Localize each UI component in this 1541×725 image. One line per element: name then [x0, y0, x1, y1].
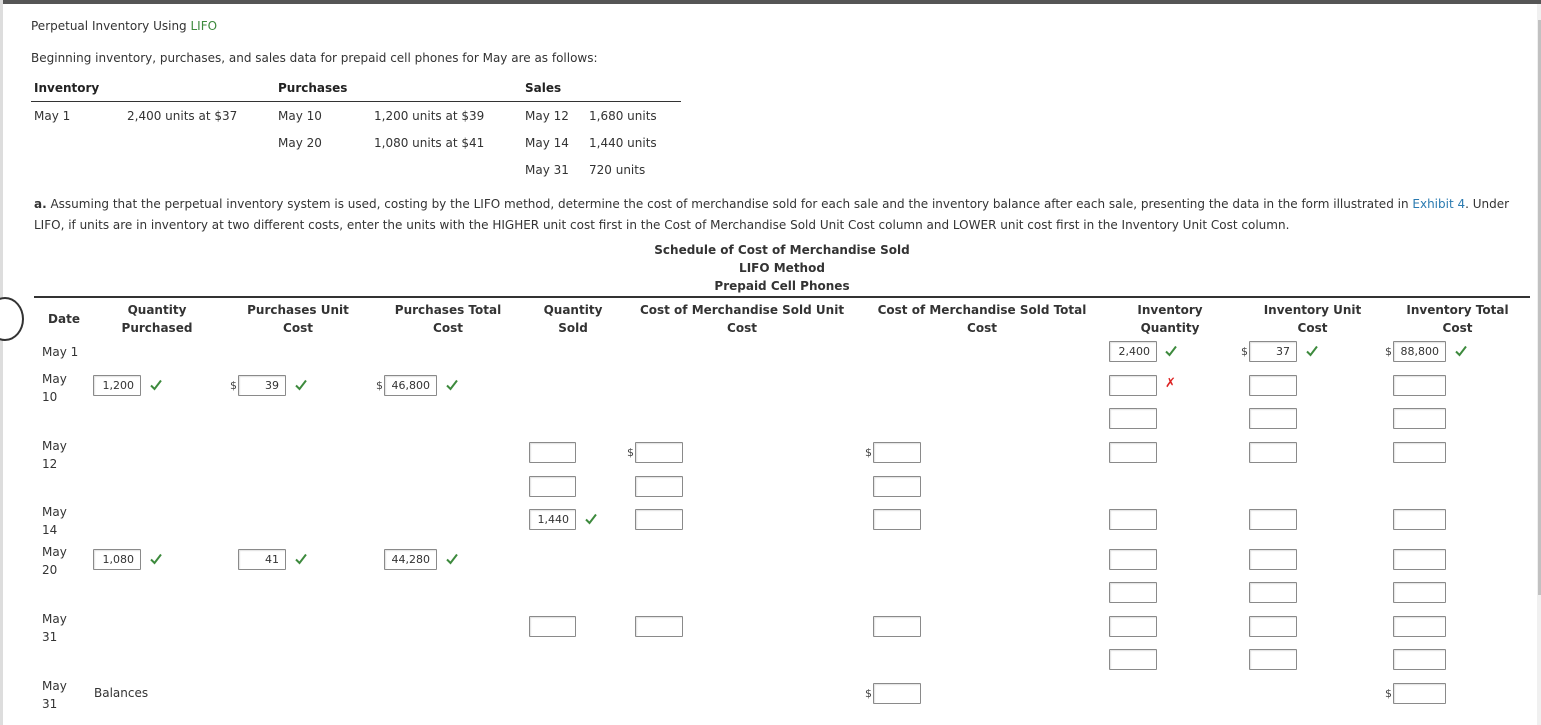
may12-inventory-total-cost-input[interactable]: [1393, 442, 1446, 463]
may10-inventory-quantity-input-1[interactable]: [1109, 375, 1157, 396]
currency-symbol: $: [627, 446, 634, 459]
purchase-date: May 20: [278, 136, 322, 150]
may1-inventory-total-cost-input[interactable]: 88,800: [1393, 341, 1446, 362]
balances-label: Balances: [94, 686, 149, 700]
may31-inventory-total-cost-input-1[interactable]: [1393, 616, 1446, 637]
may20-quantity-purchased-input[interactable]: 1,080: [93, 549, 141, 570]
may10-inventory-unit-cost-input-1[interactable]: [1249, 375, 1297, 396]
question-line-2: LIFO, if units are in inventory at two different costs, enter the units with the HIGHER unit cost first in the Cost of Merchandise Sold Unit Cost column and LOWER unit cost first in the Inventory Unit Cost column.: [34, 218, 1290, 232]
col-inv-total-cost: Inventory Total Cost: [1406, 303, 1509, 335]
may12-inventory-unit-cost-input[interactable]: [1249, 442, 1297, 463]
sales-header: Sales: [525, 81, 562, 95]
may31-inventory-total-cost-input-2[interactable]: [1393, 649, 1446, 670]
may12-quantity-sold-input-1[interactable]: [529, 442, 576, 463]
schedule-method: LIFO Method: [739, 261, 825, 275]
sale-units: 1,680 units: [589, 109, 657, 123]
may14-inventory-total-cost-input[interactable]: [1393, 509, 1446, 530]
back-button[interactable]: [0, 297, 24, 341]
top-border: [0, 0, 1541, 4]
correct-check-icon: [150, 379, 162, 391]
may20-purchases-unit-cost-input[interactable]: 41: [238, 549, 286, 570]
may14-cms-unit-cost-input[interactable]: [635, 509, 683, 530]
correct-check-icon: [446, 379, 458, 391]
may10-quantity-purchased-input[interactable]: 1,200: [93, 375, 141, 396]
may1-inventory-quantity-input[interactable]: 2,400: [1109, 341, 1157, 362]
schedule-subject: Prepaid Cell Phones: [714, 279, 850, 293]
col-cms-total-cost: Cost of Merchandise Sold Total Cost: [877, 303, 1087, 335]
may10-inventory-quantity-input-2[interactable]: [1109, 408, 1157, 429]
inventory-desc: 2,400 units at $37: [127, 109, 238, 123]
row-date-may31: May 31: [42, 612, 67, 644]
currency-symbol: $: [1385, 687, 1392, 700]
col-cms-unit-cost: Cost of Merchandise Sold Unit Cost: [639, 303, 845, 335]
sale-date: May 14: [525, 136, 569, 150]
may12-cms-total-cost-input-1[interactable]: [873, 442, 921, 463]
sale-date: May 12: [525, 109, 569, 123]
incorrect-x-icon: ✗: [1165, 376, 1176, 391]
row-date-may20: May 20: [42, 545, 67, 577]
purchase-desc: 1,080 units at $41: [374, 136, 485, 150]
may31-cms-total-cost-input[interactable]: [873, 616, 921, 637]
col-qty-purchased: Quantity Purchased: [121, 303, 193, 335]
may14-inventory-quantity-input[interactable]: [1109, 509, 1157, 530]
sale-units: 1,440 units: [589, 136, 657, 150]
header-rule: [31, 101, 681, 102]
correct-check-icon: [150, 553, 162, 565]
currency-symbol: $: [230, 379, 237, 392]
may14-quantity-sold-input[interactable]: 1,440: [529, 509, 576, 530]
exhibit-link[interactable]: Exhibit 4: [1412, 197, 1466, 211]
left-border: [0, 0, 3, 725]
may20-inventory-quantity-input-2[interactable]: [1109, 582, 1157, 603]
may10-purchases-unit-cost-input[interactable]: 39: [238, 375, 286, 396]
inventory-header: Inventory: [34, 81, 100, 95]
may20-inventory-unit-cost-input-2[interactable]: [1249, 582, 1297, 603]
title-text: Perpetual Inventory Using: [31, 19, 191, 33]
question-text: Assuming that the perpetual inventory system is used, costing by the LIFO method, determine the cost of merchandise sold for each sale and the inventory balance after each sale, presenting the data in the form illustrated in: [46, 197, 1413, 211]
may31-inventory-unit-cost-input-1[interactable]: [1249, 616, 1297, 637]
schedule-title: Schedule of Cost of Merchandise Sold: [654, 243, 910, 257]
purchase-desc: 1,200 units at $39: [374, 109, 485, 123]
row-date-may12: May 12: [42, 439, 67, 471]
may20-inventory-quantity-input-1[interactable]: [1109, 549, 1157, 570]
col-date: Date: [48, 312, 80, 326]
sale-date: May 31: [525, 163, 569, 177]
may14-cms-total-cost-input[interactable]: [873, 509, 921, 530]
col-inv-unit-cost: Inventory Unit Cost: [1263, 303, 1362, 335]
may31-inventory-unit-cost-input-2[interactable]: [1249, 649, 1297, 670]
may14-inventory-unit-cost-input[interactable]: [1249, 509, 1297, 530]
may10-purchases-total-cost-input[interactable]: 46,800: [384, 375, 437, 396]
question-text-end: . Under: [1465, 197, 1510, 211]
currency-symbol: $: [1241, 345, 1248, 358]
may12-cms-unit-cost-input-2[interactable]: [635, 476, 683, 497]
currency-symbol: $: [376, 379, 383, 392]
may20-inventory-unit-cost-input-1[interactable]: [1249, 549, 1297, 570]
may1-inventory-unit-cost-input[interactable]: 37: [1249, 341, 1297, 362]
row-date-may14: May 14: [42, 505, 67, 537]
may12-inventory-quantity-input[interactable]: [1109, 442, 1157, 463]
purchases-header: Purchases: [278, 81, 348, 95]
may10-inventory-total-cost-input-1[interactable]: [1393, 375, 1446, 396]
sale-units: 720 units: [589, 163, 646, 177]
may20-inventory-total-cost-input-2[interactable]: [1393, 582, 1446, 603]
question-line-1: [34, 197, 1509, 211]
currency-symbol: $: [865, 446, 872, 459]
balances-inventory-total-cost-input[interactable]: [1393, 683, 1446, 704]
col-inv-qty: Inventory Quantity: [1137, 303, 1203, 335]
correct-check-icon: [446, 553, 458, 565]
may12-quantity-sold-input-2[interactable]: [529, 476, 576, 497]
may31-inventory-quantity-input-2[interactable]: [1109, 649, 1157, 670]
may10-inventory-unit-cost-input-2[interactable]: [1249, 408, 1297, 429]
correct-check-icon: [1455, 345, 1467, 357]
may12-cms-unit-cost-input-1[interactable]: [635, 442, 683, 463]
inventory-date: May 1: [34, 109, 71, 123]
row-date-may31-balances: May 31: [42, 679, 67, 711]
correct-check-icon: [295, 379, 307, 391]
schedule-rule: [34, 296, 1530, 298]
currency-symbol: $: [865, 687, 872, 700]
purchase-date: May 10: [278, 109, 322, 123]
row-date-may1: May 1: [42, 345, 79, 359]
intro-text: Beginning inventory, purchases, and sales data for prepaid cell phones for May are as follows:: [31, 51, 598, 65]
may20-inventory-total-cost-input-1[interactable]: [1393, 549, 1446, 570]
question-label: a.: [34, 197, 47, 211]
may10-inventory-total-cost-input-2[interactable]: [1393, 408, 1446, 429]
may31-inventory-quantity-input-1[interactable]: [1109, 616, 1157, 637]
correct-check-icon: [295, 553, 307, 565]
correct-check-icon: [1306, 345, 1318, 357]
may12-cms-total-cost-input-2[interactable]: [873, 476, 921, 497]
problem-title: [31, 19, 217, 33]
may31-quantity-sold-input[interactable]: [529, 616, 576, 637]
correct-check-icon: [585, 513, 597, 525]
col-qty-sold: Quantity Sold: [543, 303, 603, 335]
may20-purchases-total-cost-input[interactable]: 44,280: [384, 549, 437, 570]
col-purch-total-cost: Purchases Total Cost: [394, 303, 502, 335]
row-date-may10: May 10: [42, 372, 67, 404]
correct-check-icon: [1165, 345, 1177, 357]
title-link[interactable]: LIFO: [190, 19, 218, 33]
currency-symbol: $: [1385, 345, 1392, 358]
col-purch-unit-cost: Purchases Unit Cost: [247, 303, 349, 335]
may31-cms-unit-cost-input[interactable]: [635, 616, 683, 637]
balances-cms-total-cost-input[interactable]: [873, 683, 921, 704]
